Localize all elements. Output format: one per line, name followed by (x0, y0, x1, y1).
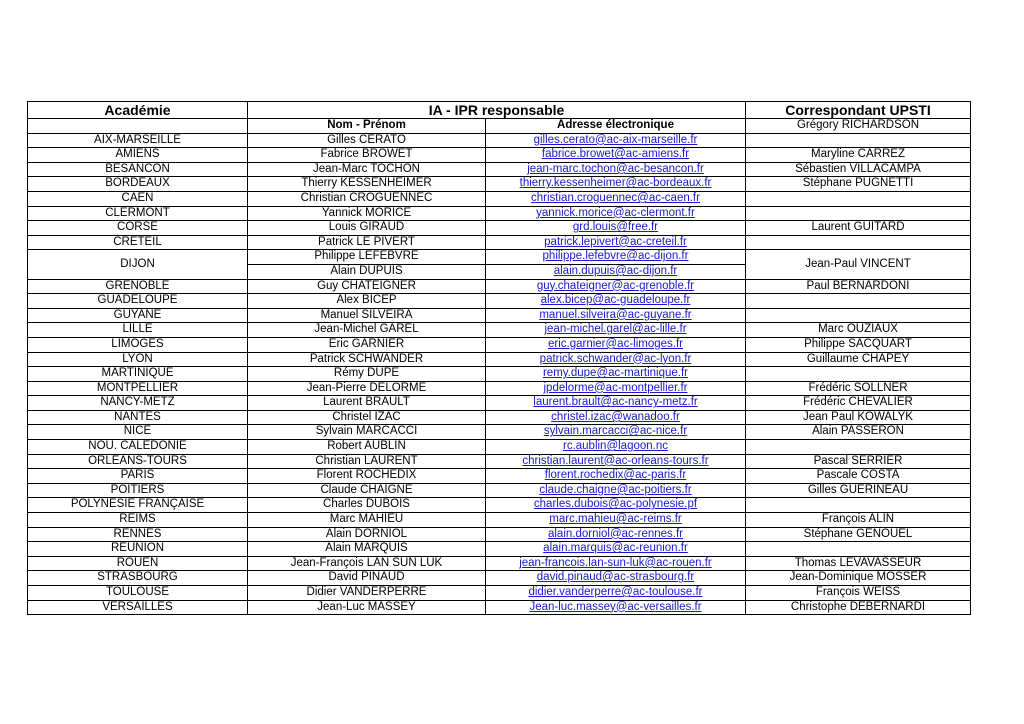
academie-cell: REUNION (28, 542, 248, 557)
email-link[interactable]: david.pinaud@ac-strasbourg.fr (486, 571, 746, 586)
academie-cell: CLERMONT (28, 206, 248, 221)
ipr-name-cell: Jean-Luc MASSEY (248, 600, 486, 615)
ipr-name-cell: Laurent BRAULT (248, 396, 486, 411)
table-row (28, 352, 971, 367)
upsti-correspondant-cell: Gilles GUERINEAU (746, 483, 971, 498)
academie-cell: GUYANE (28, 308, 248, 323)
email-link[interactable]: jean-marc.tochon@ac-besancon.fr (486, 162, 746, 177)
table-row (28, 206, 971, 221)
upsti-correspondant-cell: Stéphane GENOUEL (746, 527, 971, 542)
ipr-name-cell: Christian LAURENT (248, 454, 486, 469)
academie-cell: PARIS (28, 469, 248, 484)
table-header-row (28, 102, 971, 119)
academie-cell: RENNES (28, 527, 248, 542)
upsti-correspondant-cell: Frédéric SOLLNER (746, 381, 971, 396)
email-link[interactable]: grd.louis@free.fr (486, 221, 746, 236)
email-link[interactable]: patrick.schwander@ac-lyon.fr (486, 352, 746, 367)
ipr-name-cell: Robert AUBLIN (248, 440, 486, 455)
upsti-correspondant-cell (746, 191, 971, 206)
email-link[interactable]: didier.vanderperre@ac-toulouse.fr (486, 586, 746, 601)
upsti-correspondant-cell: Christophe DEBERNARDI (746, 600, 971, 615)
academie-cell: REIMS (28, 513, 248, 528)
ipr-name-cell: Jean-François LAN SUN LUK (248, 556, 486, 571)
academie-cell: AIX-MARSEILLE (28, 133, 248, 148)
email-link[interactable]: thierry.kessenheimer@ac-bordeaux.fr (486, 177, 746, 192)
table-subheader-row (28, 119, 971, 134)
ipr-name-cell: Alain DORNIOL (248, 527, 486, 542)
ipr-name-cell: Patrick LE PIVERT (248, 235, 486, 250)
table-row (28, 162, 971, 177)
ipr-name-cell: Philippe LEFEBVRE (248, 250, 486, 265)
ipr-name-cell: Louis GIRAUD (248, 221, 486, 236)
upsti-correspondant-cell (746, 367, 971, 382)
subheader-nom-prenom: Nom - Prénom (248, 119, 486, 134)
email-link[interactable]: charles.dubois@ac-polynesie.pf (486, 498, 746, 513)
ipr-name-cell: Florent ROCHEDIX (248, 469, 486, 484)
email-link[interactable]: jean-francois.lan-sun-luk@ac-rouen.fr (486, 556, 746, 571)
table-body (28, 133, 971, 615)
table-row (28, 469, 971, 484)
table-row (28, 410, 971, 425)
table-row (28, 571, 971, 586)
table-row (28, 483, 971, 498)
academie-cell: MARTINIQUE (28, 367, 248, 382)
table-row (28, 323, 971, 338)
academie-cell: ROUEN (28, 556, 248, 571)
email-link[interactable]: eric.garnier@ac-limoges.fr (486, 337, 746, 352)
subheader-upsti-name: Grégory RICHARDSON (746, 119, 971, 134)
ipr-name-cell: Guy CHATEIGNER (248, 279, 486, 294)
header-correspondant-upsti: Correspondant UPSTI (746, 102, 971, 119)
ipr-name-cell: Marc MAHIEU (248, 513, 486, 528)
table-row (28, 133, 971, 148)
table-row (28, 396, 971, 411)
email-link[interactable]: sylvain.marcacci@ac-nice.fr (486, 425, 746, 440)
academie-cell: ORLEANS-TOURS (28, 454, 248, 469)
email-link[interactable]: patrick.lepivert@ac-creteil.fr (486, 235, 746, 250)
upsti-correspondant-cell: Jean Paul KOWALYK (746, 410, 971, 425)
email-link[interactable]: jpdelorme@ac-montpellier.fr (486, 381, 746, 396)
academie-cell: STRASBOURG (28, 571, 248, 586)
upsti-contacts-table (27, 101, 971, 615)
academie-cell: TOULOUSE (28, 586, 248, 601)
ipr-name-cell: Alex BICEP (248, 294, 486, 309)
table-row (28, 513, 971, 528)
academie-cell: CORSE (28, 221, 248, 236)
academie-cell: AMIENS (28, 148, 248, 163)
email-link[interactable]: guy.chateigner@ac-grenoble.fr (486, 279, 746, 294)
academie-cell: NOU. CALEDONIE (28, 440, 248, 455)
academie-cell: POLYNÉSIE FRANÇAISE (28, 498, 248, 513)
table-row (28, 191, 971, 206)
academie-cell: BORDEAUX (28, 177, 248, 192)
email-link[interactable]: christian.laurent@ac-orleans-tours.fr (486, 454, 746, 469)
subheader-adresse-electronique: Adresse électronique (486, 119, 746, 134)
academie-cell: LILLE (28, 323, 248, 338)
upsti-correspondant-cell (746, 498, 971, 513)
email-link[interactable]: yannick.morice@ac-clermont.fr (486, 206, 746, 221)
ipr-name-cell: Patrick SCHWANDER (248, 352, 486, 367)
upsti-correspondant-cell (746, 294, 971, 309)
academie-cell: MONTPELLIER (28, 381, 248, 396)
email-link[interactable]: alex.bicep@ac-guadeloupe.fr (486, 294, 746, 309)
table-row (28, 586, 971, 601)
email-link[interactable]: manuel.silveira@ac-guyane.fr (486, 308, 746, 323)
upsti-correspondant-cell: François WEISS (746, 586, 971, 601)
ipr-name-cell: Rémy DUPÉ (248, 367, 486, 382)
ipr-name-cell: Yannick MORICE (248, 206, 486, 221)
academie-cell: GUADELOUPE (28, 294, 248, 309)
email-link[interactable]: alain.dupuis@ac-dijon.fr (486, 264, 746, 279)
email-link[interactable]: claude.chaigne@ac-poitiers.fr (486, 483, 746, 498)
academie-cell: BESANCON (28, 162, 248, 177)
ipr-name-cell: Jean-Marc TOCHON (248, 162, 486, 177)
upsti-correspondant-cell: Guillaume CHAPEY (746, 352, 971, 367)
table-row (28, 279, 971, 294)
email-link[interactable]: marc.mahieu@ac-reims.fr (486, 513, 746, 528)
upsti-correspondant-cell (746, 542, 971, 557)
table-row (28, 498, 971, 513)
upsti-correspondant-cell: Jean-Paul VINCENT (746, 250, 971, 279)
email-link[interactable]: jean-michel.garel@ac-lille.fr (486, 323, 746, 338)
upsti-correspondant-cell (746, 235, 971, 250)
ipr-name-cell: Claude CHAIGNE (248, 483, 486, 498)
ipr-name-cell: Christian CROGUENNEC (248, 191, 486, 206)
email-link[interactable]: florent.rochedix@ac-paris.fr (486, 469, 746, 484)
table-row (28, 381, 971, 396)
ipr-name-cell: Eric GARNIER (248, 337, 486, 352)
table-row (28, 454, 971, 469)
upsti-correspondant-cell: Pascale COSTA (746, 469, 971, 484)
table-row (28, 250, 971, 265)
header-ipr-responsable: IA - IPR responsable (248, 102, 746, 119)
upsti-correspondant-cell: Maryline CARREZ (746, 148, 971, 163)
ipr-name-cell: Thierry KESSENHEIMER (248, 177, 486, 192)
email-link[interactable]: remy.dupe@ac-martinique.fr (486, 367, 746, 382)
table-row (28, 221, 971, 236)
email-link[interactable]: alain.marquis@ac-reunion.fr (486, 542, 746, 557)
ipr-name-cell: Jean-Michel GAREL (248, 323, 486, 338)
ipr-name-cell: Didier VANDERPERRE (248, 586, 486, 601)
email-link[interactable]: laurent.brault@ac-nancy-metz.fr (486, 396, 746, 411)
upsti-correspondant-cell: Frédéric CHEVALIER (746, 396, 971, 411)
subheader-empty (28, 119, 248, 134)
academie-cell: NANTES (28, 410, 248, 425)
academie-cell: CRETEIL (28, 235, 248, 250)
table-row (28, 367, 971, 382)
upsti-correspondant-cell: François ALIN (746, 513, 971, 528)
academie-cell: LYON (28, 352, 248, 367)
academie-cell: DIJON (28, 250, 248, 279)
academie-cell: CAEN (28, 191, 248, 206)
table-row (28, 600, 971, 615)
email-link[interactable]: Jean-luc.massey@ac-versailles.fr (486, 600, 746, 615)
ipr-name-cell: Sylvain MARCACCI (248, 425, 486, 440)
academie-cell: NICE (28, 425, 248, 440)
ipr-name-cell: Charles DUBOIS (248, 498, 486, 513)
table-row (28, 308, 971, 323)
table-row (28, 235, 971, 250)
upsti-correspondant-cell: Marc OUZIAUX (746, 323, 971, 338)
ipr-name-cell: Fabrice BROWET (248, 148, 486, 163)
academie-cell: GRENOBLE (28, 279, 248, 294)
upsti-correspondant-cell: Thomas LEVAVASSEUR (746, 556, 971, 571)
upsti-correspondant-cell: Stéphane PUGNETTI (746, 177, 971, 192)
upsti-correspondant-cell: Sébastien VILLACAMPA (746, 162, 971, 177)
upsti-correspondant-cell: Laurent GUITARD (746, 221, 971, 236)
header-academie: Académie (28, 102, 248, 119)
table-row (28, 527, 971, 542)
ipr-name-cell: Alain DUPUIS (248, 264, 486, 279)
ipr-name-cell: Manuel SILVEIRA (248, 308, 486, 323)
upsti-correspondant-cell: Pascal SERRIER (746, 454, 971, 469)
table-row (28, 294, 971, 309)
table-row (28, 148, 971, 163)
table-row (28, 556, 971, 571)
table-row (28, 440, 971, 455)
academie-cell: VERSAILLES (28, 600, 248, 615)
upsti-correspondant-cell (746, 206, 971, 221)
ipr-name-cell: Jean-Pierre DELORME (248, 381, 486, 396)
table-row (28, 425, 971, 440)
email-link[interactable]: gilles.cerato@ac-aix-marseille.fr (486, 133, 746, 148)
email-link[interactable]: philippe.lefebvre@ac-dijon.fr (486, 250, 746, 265)
ipr-name-cell: Gilles CERATO (248, 133, 486, 148)
email-link[interactable]: rc.aublin@lagoon.nc (486, 440, 746, 455)
ipr-name-cell: Alain MARQUIS (248, 542, 486, 557)
upsti-correspondant-cell (746, 308, 971, 323)
email-link[interactable]: alain.dorniol@ac-rennes.fr (486, 527, 746, 542)
table-row (28, 177, 971, 192)
ipr-name-cell: Christel IZAC (248, 410, 486, 425)
academie-cell: POITIERS (28, 483, 248, 498)
upsti-correspondant-cell: Paul BERNARDONI (746, 279, 971, 294)
academie-cell: NANCY-METZ (28, 396, 248, 411)
upsti-correspondant-cell: Jean-Dominique MOSSER (746, 571, 971, 586)
email-link[interactable]: fabrice.browet@ac-amiens.fr (486, 148, 746, 163)
email-link[interactable]: christian.croguennec@ac-caen.fr (486, 191, 746, 206)
table-row (28, 337, 971, 352)
email-link[interactable]: christel.izac@wanadoo.fr (486, 410, 746, 425)
table-row (28, 542, 971, 557)
ipr-name-cell: David PINAUD (248, 571, 486, 586)
upsti-correspondant-cell (746, 440, 971, 455)
academie-cell: LIMOGES (28, 337, 248, 352)
upsti-correspondant-cell (746, 133, 971, 148)
upsti-correspondant-cell: Philippe SACQUART (746, 337, 971, 352)
upsti-correspondant-cell: Alain PASSERON (746, 425, 971, 440)
